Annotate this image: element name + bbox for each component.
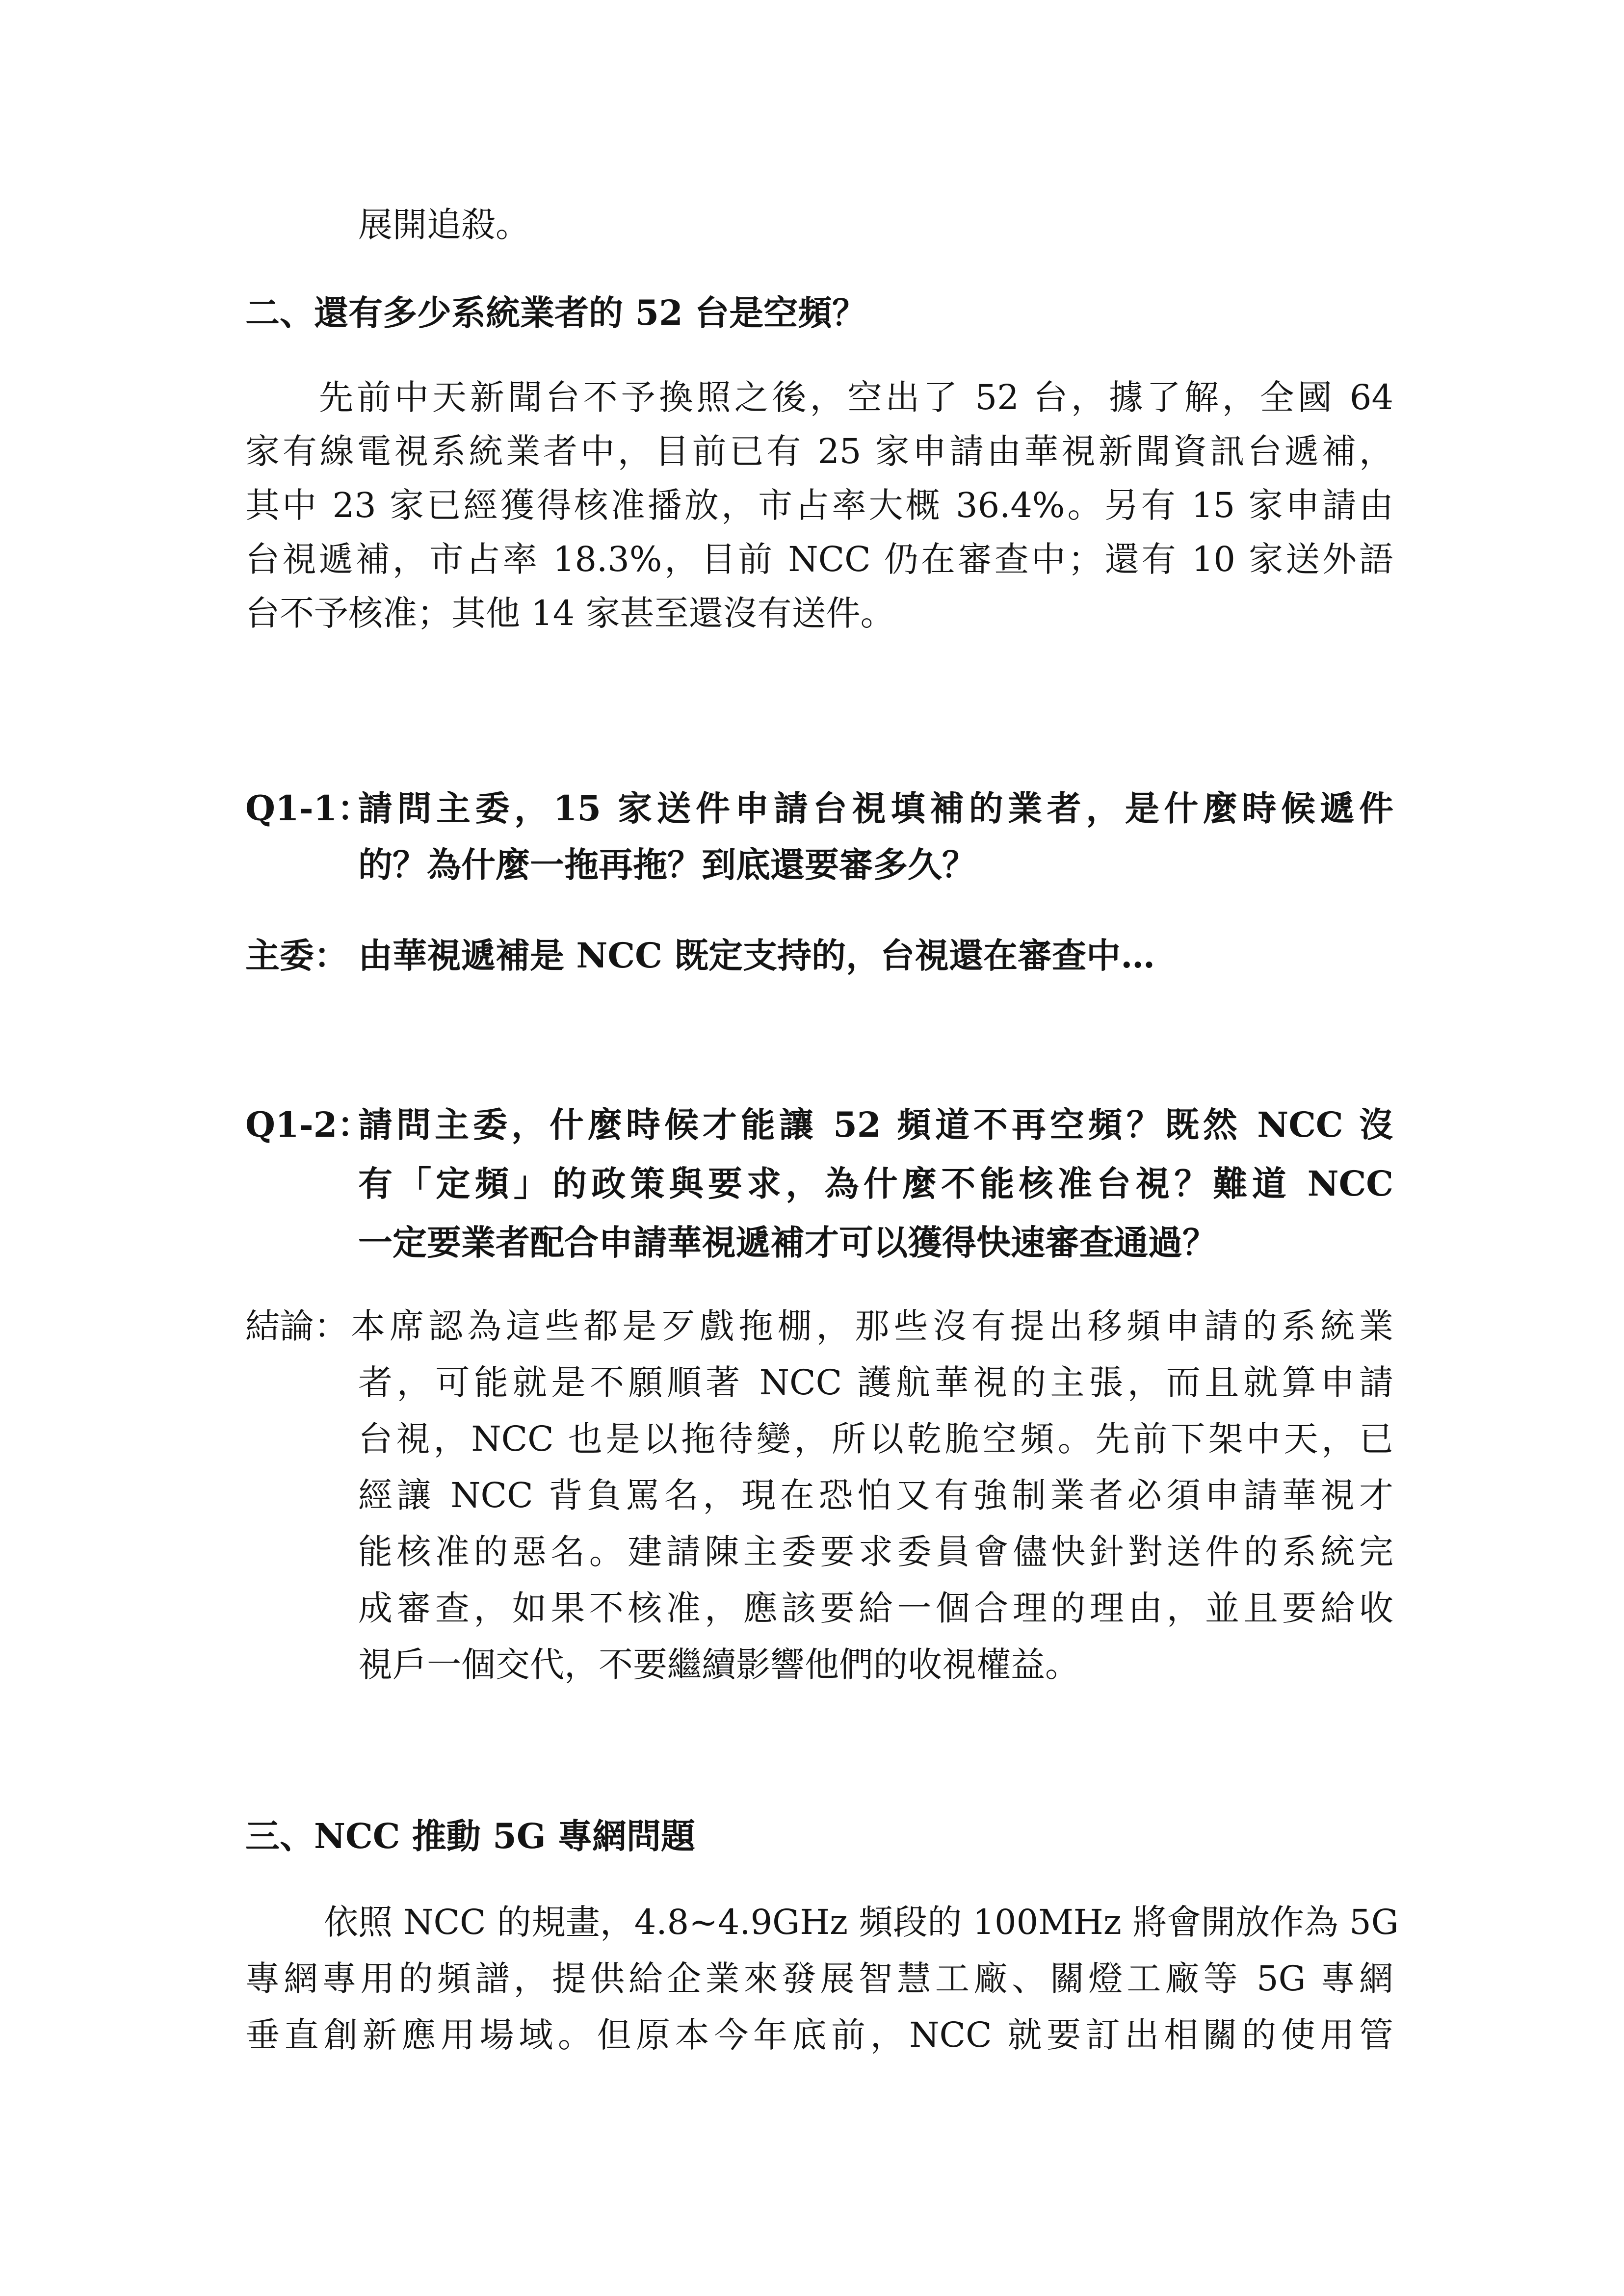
conclusion-line-3: 台視，NCC 也是以拖待變，所以乾脆空頻。先前下架中天，已 bbox=[358, 1419, 1393, 1459]
q1-2-line-1: 請問主委，什麼時候才能讓 52 頻道不再空頻？既然 NCC 沒 bbox=[358, 1104, 1393, 1145]
section2-line-2: 家有線電視系統業者中，目前已有 25 家申請由華視新聞資訊台遞補， bbox=[245, 431, 1393, 471]
conclusion-label: 結論： bbox=[245, 1306, 348, 1346]
section2-line-4: 台視遞補，市占率 18.3%，目前 NCC 仍在審查中；還有 10 家送外語 bbox=[245, 539, 1393, 579]
intro-tail: 展開追殺。 bbox=[358, 205, 530, 245]
section2-line-3: 其中 23 家已經獲得核准播放，市占率大概 36.4%。另有 15 家申請由 bbox=[245, 485, 1393, 525]
q1-1-label: Q1-1： bbox=[245, 788, 372, 829]
conclusion-line-4: 經讓 NCC 背負罵名，現在恐怕又有強制業者必須申請華視才 bbox=[358, 1475, 1393, 1515]
section3-line-1: 依照 NCC 的規畫，4.8~4.9GHz 頻段的 100MHz 將會開放作為 5G bbox=[324, 1902, 1399, 1942]
q1-1-line-1: 請問主委，15 家送件申請台視填補的業者，是什麼時候遞件 bbox=[358, 788, 1393, 829]
section3-heading: 三、NCC 推動 5G 專網問題 bbox=[245, 1816, 696, 1856]
section3-line-3: 垂直創新應用場域。但原本今年底前，NCC 就要訂出相關的使用管 bbox=[245, 2015, 1393, 2055]
conclusion-line-6: 成審查，如果不核准，應該要給一個合理的理由，並且要給收 bbox=[358, 1588, 1393, 1628]
section2-line-5: 台不予核准；其他 14 家甚至還沒有送件。 bbox=[245, 593, 895, 633]
conclusion-line-7: 視戶一個交代，不要繼續影響他們的收視權益。 bbox=[358, 1644, 1079, 1685]
conclusion-line-5: 能核准的惡名。建請陳主委要求委員會儘快針對送件的系統完 bbox=[358, 1532, 1393, 1572]
q1-2-line-3: 一定要業者配合申請華視遞補才可以獲得快速審查通過？ bbox=[358, 1222, 1217, 1263]
conclusion-line-2: 者，可能就是不願順著 NCC 護航華視的主張，而且就算申請 bbox=[358, 1362, 1393, 1403]
conclusion-line-1: 本席認為這些都是歹戲拖棚，那些沒有提出移頻申請的系統業 bbox=[351, 1306, 1393, 1346]
q1-2-label: Q1-2： bbox=[245, 1104, 372, 1145]
q1-2-line-2: 有「定頻」的政策與要求，為什麼不能核准台視？難道 NCC bbox=[358, 1163, 1393, 1204]
section2-heading: 二、還有多少系統業者的 52 台是空頻？ bbox=[245, 292, 867, 333]
section3-line-2: 專網專用的頻譜，提供給企業來發展智慧工廠、關燈工廠等 5G 專網 bbox=[245, 1958, 1393, 1999]
q1-1-line-2: 的？為什麼一拖再拖？到底還要審多久？ bbox=[358, 844, 976, 885]
answer1-label: 主委： bbox=[245, 935, 348, 976]
section2-line-1: 先前中天新聞台不予換照之後，空出了 52 台，據了解，全國 64 bbox=[319, 377, 1393, 417]
answer1-text: 由華視遞補是 NCC 既定支持的，台視還在審查中… bbox=[358, 935, 1155, 976]
